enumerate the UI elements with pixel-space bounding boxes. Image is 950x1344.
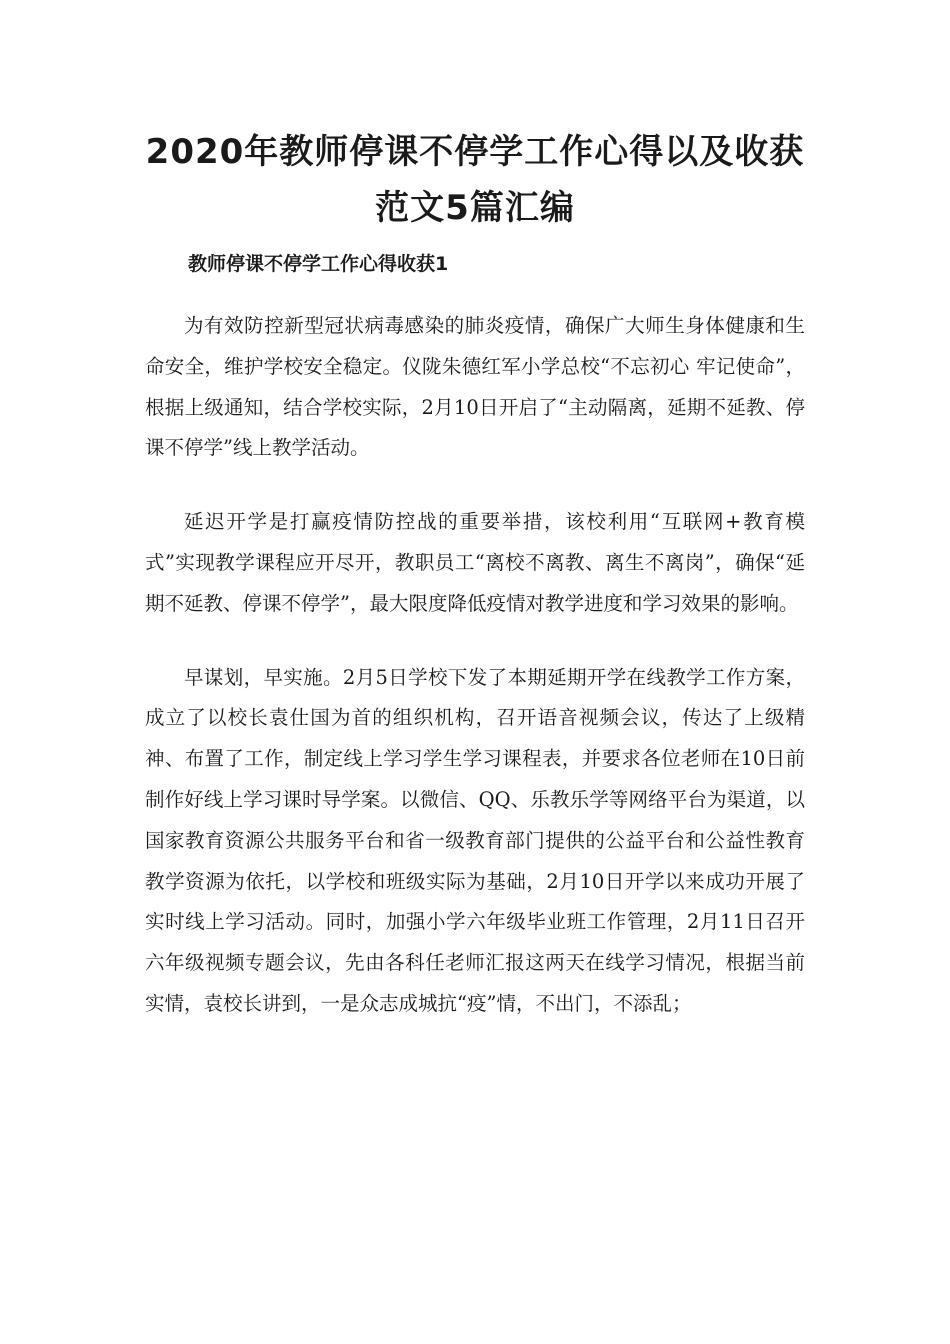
paragraph-1: 为有效防控新型冠状病毒感染的肺炎疫情，确保广大师生身体健康和生命安全，维护学校安全稳定。仪陇朱德红军小学总校“不忘初心 牢记使命”，根据上级通知，结合学校实际，2月10日开启了“主动隔离，延期不延教、停课不停学”线上教学活动。 (145, 314, 805, 460)
document-body (145, 306, 805, 1058)
section-heading: 教师停课不停学工作心得收获1 (188, 253, 449, 275)
title-line-1: 2020年教师停课不停学工作心得以及收获 (145, 132, 805, 172)
paragraph-2: 延迟开学是打赢疫情防控战的重要举措，该校利用“互联网+教育模式”实现教学课程应开尽开，教职员工“离校不离教、离生不离岗”，确保“延期不延教、停课不停学”，最大限度降低疫情对教学进度和学习效果的影响。 (145, 510, 805, 615)
title-line-2: 范文5篇汇编 (375, 188, 575, 228)
document-title (120, 124, 830, 236)
paragraph-3: 早谋划，早实施。2月5日学校下发了本期延期开学在线教学工作方案，成立了以校长袁仕国为首的组织机构，召开语音视频会议，传达了上级精神、布置了工作，制定线上学习学生学习课程表，并要求各位老师在10日前制作好线上学习课时导学案。以微信、QQ、乐教乐学等网络平台为渠道，以国家教育资源公共服务平台和省一级教育部门提供的公益平台和公益性教育教学资源为依托，以学校和班级实际为基础，2月10日开学以来成功开展了实时线上学习活动。同时，加强小学六年级毕业班工作管理，2月11日召开六年级视频专题会议，先由各科任老师汇报这两天在线学习情况，根据当前实情，袁校长讲到，一是众志成城抗“疫”情，不出门，不添乱； (145, 665, 805, 1015)
